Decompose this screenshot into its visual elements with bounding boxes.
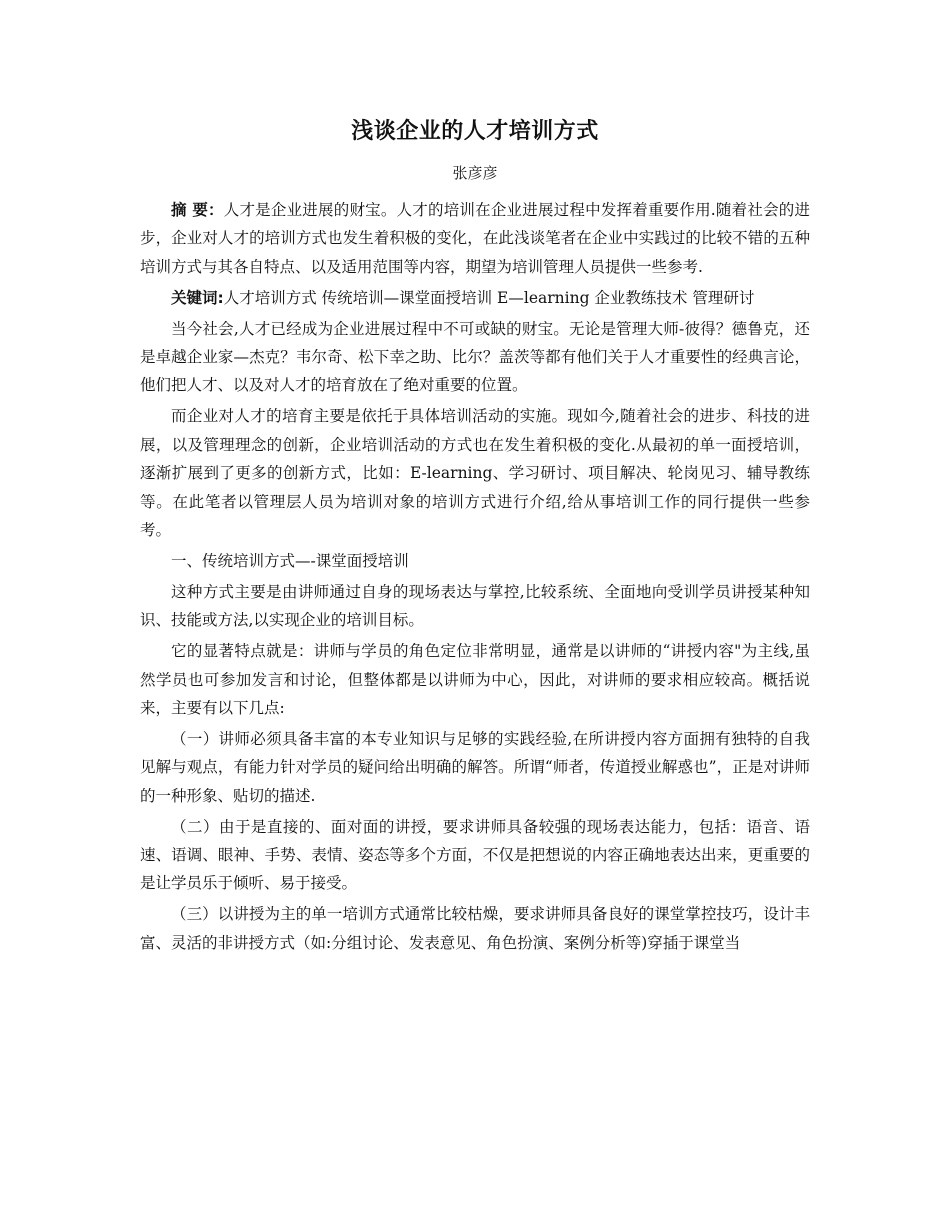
keywords-paragraph <box>140 284 810 312</box>
list-paragraph: （一）讲师必须具备丰富的本专业知识与足够的实践经验,在所讲授内容方面拥有独特的自我见解与观点，有能力针对学员的疑问给出明确的解答。所谓“师者，传道授业解惑也”，正是对讲师的一种形象、贴切的描述. <box>140 729 810 805</box>
list-paragraph: （二）由于是直接的、面对面的讲授，要求讲师具备较强的现场表达能力，包括：语音、语速、语调、眼神、手势、表情、姿态等多个方面，不仅是把想说的内容正确地表达出来，更重要的是让学员乐于倾听、易于接受。 <box>140 817 810 893</box>
body-paragraph: 当今社会,人才已经成为企业进展过程中不可或缺的财宝。无论是管理大师-彼得？德鲁克，还是卓越企业家—杰克？韦尔奇、松下幸之助、比尔？盖茨等都有他们关于人才重要性的经典言论，他们把人才、以及对人才的培育放在了绝对重要的位置。 <box>140 319 810 395</box>
keywords-label: 关键词: <box>171 288 224 307</box>
keywords-text: 人才培训方式 传统培训—课堂面授培训 E—learning 企业教练技术 管理研讨 <box>223 288 755 307</box>
document-title: 浅谈企业的人才培训方式 <box>351 119 599 144</box>
section-heading: 一、传统培训方式—-课堂面授培训 <box>171 551 409 570</box>
list-paragraph: （三）以讲授为主的单一培训方式通常比较枯燥，要求讲师具备良好的课堂掌控技巧，设计丰富、灵活的非讲授方式（如:分组讨论、发表意见、角色扮演、案例分析等)穿插于课堂当 <box>140 905 810 952</box>
body-paragraph: 它的显著特点就是：讲师与学员的角色定位非常明显，通常是以讲师的“讲授内容"为主线,虽然学员也可参加发言和讨论，但整体都是以讲师为中心，因此，对讲师的要求相应较高。概括说来，主要有以下几点: <box>140 642 810 717</box>
document-body <box>140 196 810 960</box>
abstract-label: 摘 要： <box>171 201 224 219</box>
abstract-text: 人才是企业进展的财宝。人才的培训在企业进展过程中发挥着重要作用.随着社会的进步，企业对人才的培训方式也发生着积极的变化，在此浅谈笔者在企业中实践过的比较不错的五种培训方式与其各自特点、以及适用范围等内容，期望为培训管理人员提供一些参考. <box>140 201 810 276</box>
body-paragraph: 这种方式主要是由讲师通过自身的现场表达与掌控,比较系统、全面地向受训学员讲授某种知识、技能或方法,以实现企业的培训目标。 <box>140 582 810 630</box>
body-paragraph: 而企业对人才的培育主要是依托于具体培训活动的实施。现如今,随着社会的进步、科技的进展，以及管理理念的创新，企业培训活动的方式也在发生着积极的变化.从最初的单一面授培训，逐渐扩展到了更多的创新方式，比如：E-learning、学习研讨、项目解决、轮岗见习、辅导教练等。在此笔者以管理层人员为培训对象的培训方式进行介绍,给从事培训工作的同行提供一些参考。 <box>140 407 810 539</box>
document-author: 张彦彦 <box>452 164 498 182</box>
abstract-paragraph <box>140 196 810 281</box>
